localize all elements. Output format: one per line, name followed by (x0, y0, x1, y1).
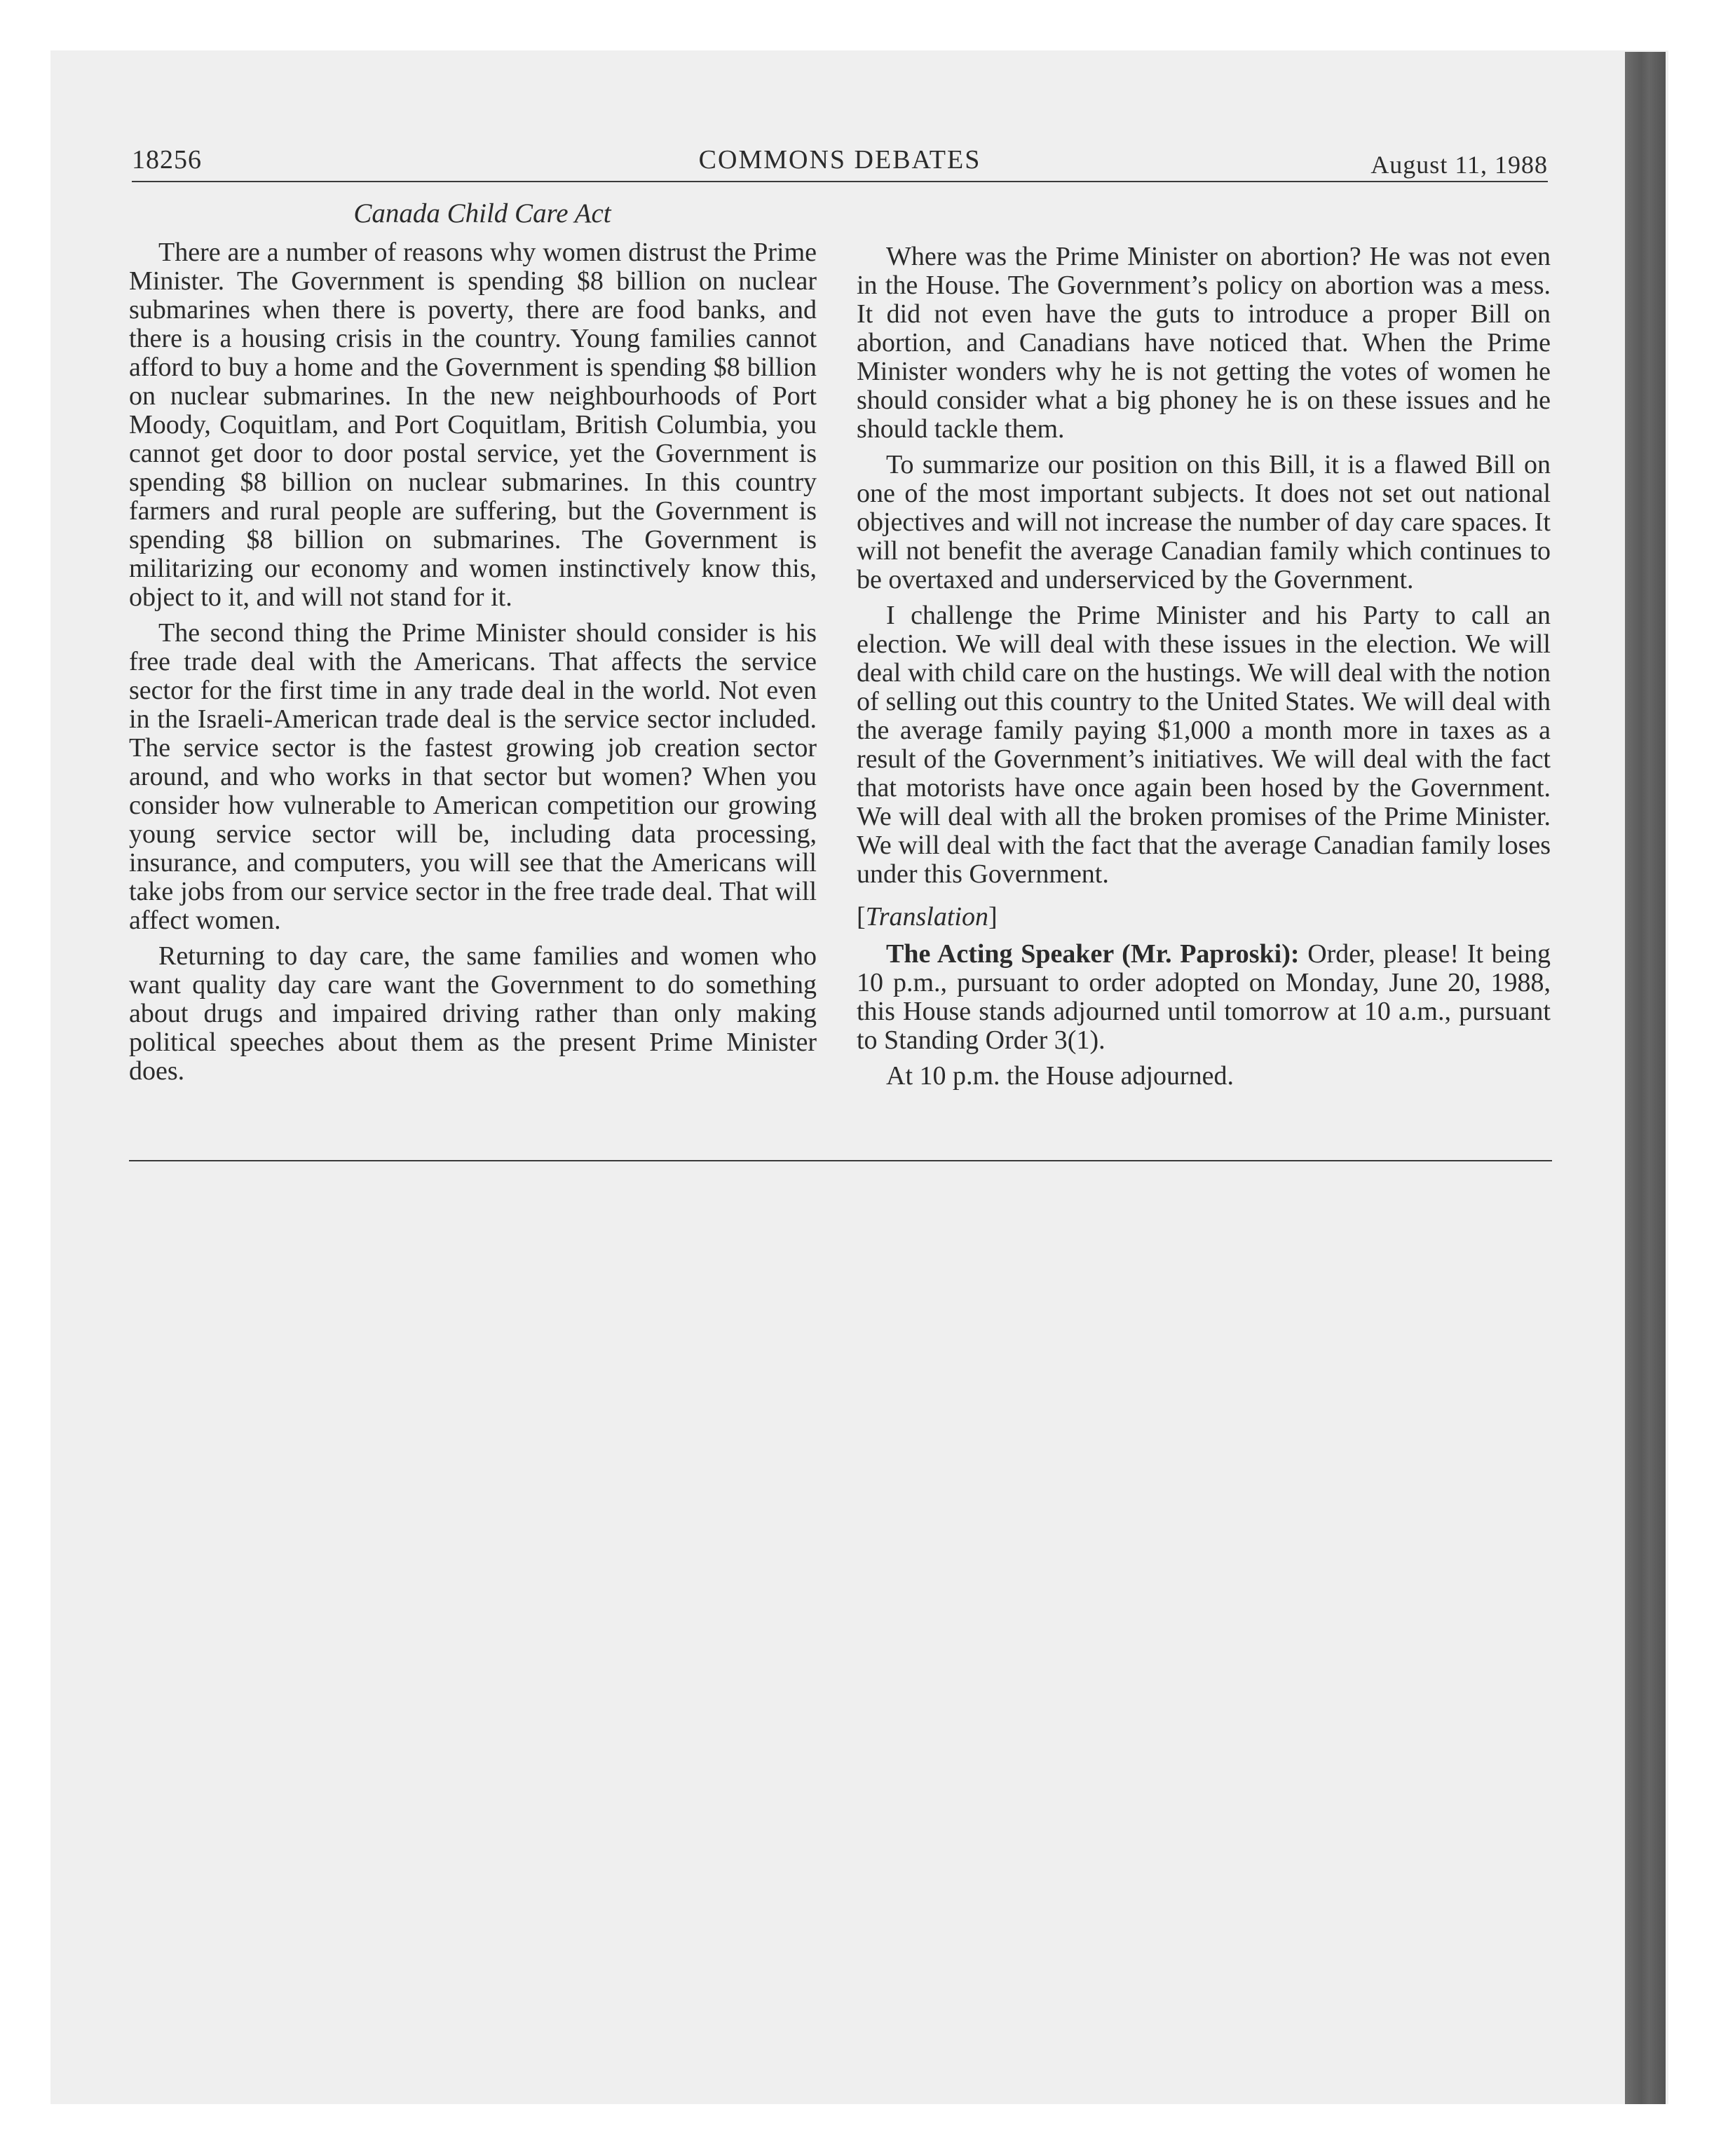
section-title: Canada Child Care Act (353, 198, 611, 228)
paragraph: Returning to day care, the same families and women who want quality day care want the Government to do something about drugs and impaired driving rather than only making political speeches about them as the present Prime Minister does. (129, 941, 817, 1086)
paragraph: I challenge the Prime Minister and his Party to call an election. We will deal with these issues in the election. We will deal with child care on the hustings. We will deal with the notion of selling out this country to the United States. We will deal with the average family paying $1,000 a month more in taxes as a result of the Government’s initiatives. We will deal with the fact that motorists have once again been hosed by the Government. We will deal with all the broken promises of the Prime Minister. We will deal with the fact that the average Canadian family loses under this Government. (857, 601, 1551, 889)
issue-date: August 11, 1988 (1370, 151, 1548, 179)
speaker-text: Order, please! It being 10 p.m., pursuant to order adopted on Monday, June 20, 1988, this House stands adjourned until tomorrow at 10 a.m., pursuant to Standing Order 3(1). (857, 939, 1551, 1055)
page-number: 18256 (132, 145, 202, 175)
left-column (129, 238, 817, 1093)
publication-title: COMMONS DEBATES (698, 145, 981, 175)
end-rule (129, 1160, 1552, 1161)
running-header (132, 144, 1548, 182)
paragraph: Where was the Prime Minister on abortion? He was not even in the House. The Government’s policy on abortion was a mess. It did not even have the guts to introduce a proper Bill on abortion, and Canadians have noticed that. When the Prime Minister wonders why he is not getting the votes of women he should consider what a big phoney he is on these issues and he should tackle them. (857, 242, 1551, 444)
paragraph: There are a number of reasons why women distrust the Prime Minister. The Government is spending $8 billion on nuclear submarines when there is poverty, there are food banks, and there is a housing crisis in the country. Young families cannot afford to buy a home and the Government is spending $8 billion on nuclear submarines. In the new neighbourhoods of Port Moody, Coquitlam, and Port Coquitlam, British Columbia, you cannot get door to door postal service, yet the Government is spending $8 billion on nuclear submarines. In this country farmers and rural people are suffering, but the Government is spending $8 billion on submarines. The Government is militarizing our economy and women instinctively know this, object to it, and will not stand for it. (129, 238, 817, 612)
speaker-paragraph (857, 940, 1551, 1055)
right-column (857, 243, 1551, 1098)
speaker-name: The Acting Speaker (Mr. Paproski): (886, 939, 1300, 969)
translation-label: Translation (865, 902, 988, 932)
paragraph: To summarize our position on this Bill, it is a flawed Bill on one of the most important subjects. It does not set out national objectives and will not increase the number of day care spaces. It will not benefit the average Canadian family which continues to be overtaxed and underserviced by the Government. (857, 450, 1551, 594)
adjournment-note: At 10 p.m. the House adjourned. (886, 1061, 1234, 1091)
paragraph: The second thing the Prime Minister should consider is his free trade deal with the Americans. That affects the service sector for the first time in any trade deal in the world. Not even in the Israeli-American trade deal is the service sector included. The service sector is the fastest growing job creation sector around, and who works in that sector but women? When you consider how vulnerable to American competition our growing young service sector will be, including data processing, insurance, and computers, you will see that the Americans will take jobs from our service sector in the free trade deal. That will affect women. (129, 618, 817, 935)
scan-edge-shadow (1625, 52, 1666, 2104)
translation-note: [Translation] (857, 902, 998, 932)
